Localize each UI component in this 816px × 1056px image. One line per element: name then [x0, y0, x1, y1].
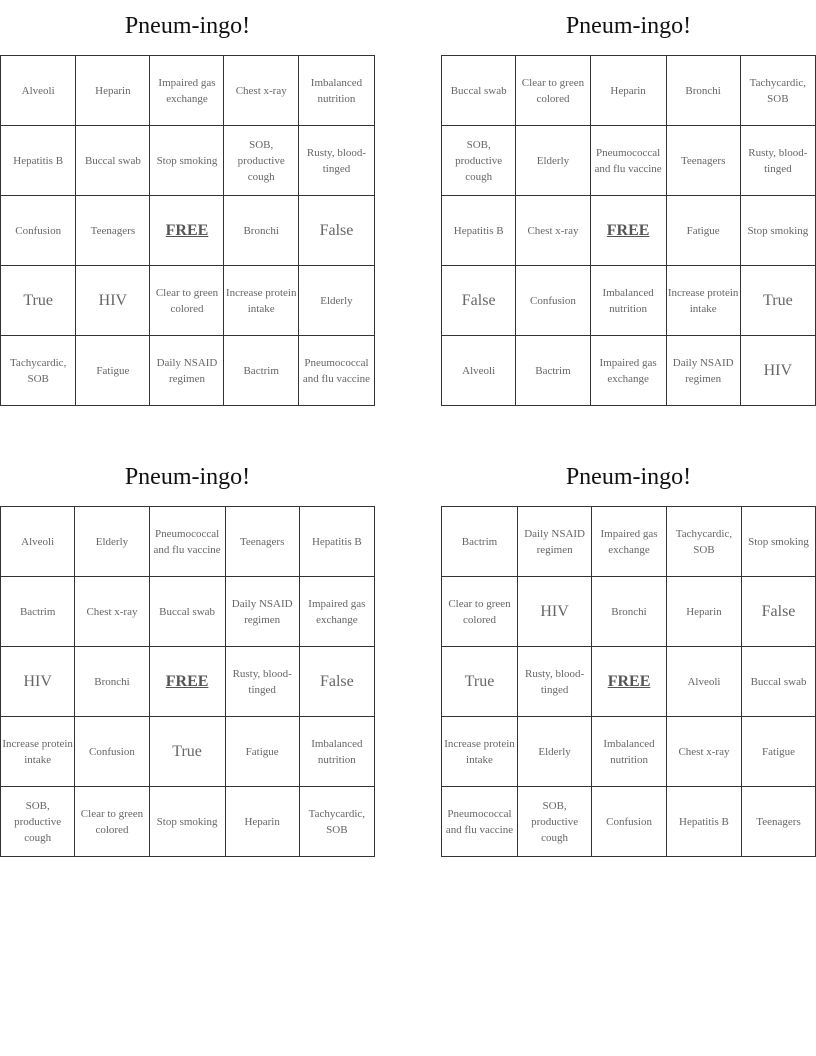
bingo-cell: Bactrim [516, 336, 590, 406]
bingo-cell: Imbalanced nutrition [592, 717, 667, 787]
bingo-cell: Rusty, blood-tinged [225, 647, 299, 717]
bingo-cell: Alveoli [442, 336, 516, 406]
bingo-cell: True [740, 266, 815, 336]
bingo-cell: Elderly [517, 717, 591, 787]
bingo-cell: HIV [76, 266, 150, 336]
bingo-cell: SOB, productive cough [517, 787, 591, 857]
bingo-cell: Fatigue [742, 717, 816, 787]
bingo-cell: Confusion [1, 196, 76, 266]
bingo-cell: Chest x-ray [666, 717, 741, 787]
bingo-cell: Bronchi [75, 647, 149, 717]
bingo-cell: False [298, 196, 374, 266]
bingo-row [442, 266, 816, 336]
bingo-cell: Tachycardic, SOB [666, 507, 741, 577]
bingo-row [442, 196, 816, 266]
bingo-cell: Daily NSAID regimen [150, 336, 224, 406]
bingo-cell: Impaired gas exchange [299, 577, 374, 647]
bingo-cell: Teenagers [666, 126, 740, 196]
bingo-cell: Hepatitis B [299, 507, 374, 577]
bingo-cell: Pneumococcal and flu vaccine [149, 507, 225, 577]
bingo-cell: Clear to green colored [150, 266, 224, 336]
bingo-row [1, 787, 375, 857]
bingo-cell: Bronchi [224, 196, 298, 266]
bingo-cell: Fatigue [666, 196, 740, 266]
card-title: Pneum-ingo! [124, 13, 251, 39]
bingo-cell: Bronchi [592, 577, 667, 647]
bingo-row [1, 196, 375, 266]
bingo-cell: Buccal swab [442, 56, 516, 126]
bingo-row [1, 717, 375, 787]
bingo-cell: Clear to green colored [442, 577, 518, 647]
bingo-row [442, 507, 816, 577]
bingo-row [1, 336, 375, 406]
bingo-cell: Daily NSAID regimen [517, 507, 591, 577]
bingo-cell: Impaired gas exchange [150, 56, 224, 126]
free-space: FREE [590, 196, 666, 266]
bingo-grid [0, 506, 375, 857]
bingo-row [442, 787, 816, 857]
bingo-cell: Alveoli [1, 507, 75, 577]
bingo-cell: SOB, productive cough [1, 787, 75, 857]
bingo-cell: Imbalanced nutrition [298, 56, 374, 126]
bingo-cell: Alveoli [1, 56, 76, 126]
bingo-grid [441, 506, 816, 857]
bingo-cell: Teenagers [76, 196, 150, 266]
bingo-row [1, 126, 375, 196]
bingo-row [442, 577, 816, 647]
bingo-grid [0, 55, 375, 406]
card-title: Pneum-ingo! [124, 464, 251, 490]
bingo-row [442, 647, 816, 717]
bingo-cell: False [299, 647, 374, 717]
card-title: Pneum-ingo! [565, 13, 692, 39]
bingo-cell: Impaired gas exchange [592, 507, 667, 577]
bingo-cell: Pneumococcal and flu vaccine [590, 126, 666, 196]
bingo-cell: Fatigue [225, 717, 299, 787]
bingo-cell: Buccal swab [742, 647, 816, 717]
bingo-grid [441, 55, 816, 406]
bingo-cell: Rusty, blood-tinged [298, 126, 374, 196]
bingo-cell: Increase protein intake [1, 717, 75, 787]
bingo-cell: Tachycardic, SOB [299, 787, 374, 857]
bingo-cell: HIV [740, 336, 815, 406]
bingo-cell: Pneumococcal and flu vaccine [442, 787, 518, 857]
bingo-cell: Increase protein intake [666, 266, 740, 336]
bingo-cell: Heparin [666, 577, 741, 647]
bingo-cell: Tachycardic, SOB [1, 336, 76, 406]
bingo-cell: Fatigue [76, 336, 150, 406]
bingo-cell: SOB, productive cough [442, 126, 516, 196]
bingo-row [442, 717, 816, 787]
bingo-cell: Heparin [590, 56, 666, 126]
bingo-cell: False [742, 577, 816, 647]
bingo-cell: True [1, 266, 76, 336]
bingo-cell: Imbalanced nutrition [299, 717, 374, 787]
bingo-cell: Rusty, blood-tinged [740, 126, 815, 196]
bingo-cell: Increase protein intake [442, 717, 518, 787]
bingo-cell: Teenagers [225, 507, 299, 577]
bingo-cell: Tachycardic, SOB [740, 56, 815, 126]
bingo-row [442, 126, 816, 196]
bingo-cell: Impaired gas exchange [590, 336, 666, 406]
bingo-cell: Stop smoking [150, 126, 224, 196]
bingo-cell: HIV [517, 577, 591, 647]
bingo-cell: Stop smoking [149, 787, 225, 857]
bingo-cell: Chest x-ray [75, 577, 149, 647]
bingo-cell: Elderly [75, 507, 149, 577]
bingo-row [442, 56, 816, 126]
bingo-cell: Bactrim [442, 507, 518, 577]
bingo-row [1, 577, 375, 647]
bingo-row [442, 336, 816, 406]
bingo-row [1, 647, 375, 717]
bingo-row [1, 56, 375, 126]
bingo-cell: Bactrim [1, 577, 75, 647]
free-space: FREE [150, 196, 224, 266]
bingo-cell: Hepatitis B [1, 126, 76, 196]
bingo-cell: True [442, 647, 518, 717]
bingo-cell: Chest x-ray [224, 56, 298, 126]
bingo-row [1, 507, 375, 577]
bingo-cell: Daily NSAID regimen [666, 336, 740, 406]
bingo-cell: Confusion [516, 266, 590, 336]
bingo-cell: Confusion [592, 787, 667, 857]
bingo-cell: Elderly [516, 126, 590, 196]
bingo-cell: True [149, 717, 225, 787]
bingo-row [1, 266, 375, 336]
bingo-cell: Elderly [298, 266, 374, 336]
bingo-cell: Pneumococcal and flu vaccine [298, 336, 374, 406]
free-space: FREE [149, 647, 225, 717]
bingo-cell: Heparin [76, 56, 150, 126]
bingo-cell: Bronchi [666, 56, 740, 126]
bingo-cell: Imbalanced nutrition [590, 266, 666, 336]
bingo-cell: Bactrim [224, 336, 298, 406]
bingo-cell: Stop smoking [740, 196, 815, 266]
bingo-cell: Buccal swab [76, 126, 150, 196]
bingo-cell: Clear to green colored [75, 787, 149, 857]
bingo-cell: Buccal swab [149, 577, 225, 647]
bingo-cell: Daily NSAID regimen [225, 577, 299, 647]
bingo-cell: Stop smoking [742, 507, 816, 577]
bingo-cell: Clear to green colored [516, 56, 590, 126]
free-space: FREE [592, 647, 667, 717]
bingo-cell: Chest x-ray [516, 196, 590, 266]
bingo-cell: Heparin [225, 787, 299, 857]
bingo-cell: Confusion [75, 717, 149, 787]
bingo-cell: Hepatitis B [666, 787, 741, 857]
bingo-cell: SOB, productive cough [224, 126, 298, 196]
bingo-cell: Increase protein intake [224, 266, 298, 336]
bingo-cell: False [442, 266, 516, 336]
card-title: Pneum-ingo! [565, 464, 692, 490]
bingo-cell: Alveoli [666, 647, 741, 717]
bingo-cell: HIV [1, 647, 75, 717]
bingo-cell: Rusty, blood-tinged [517, 647, 591, 717]
bingo-cell: Hepatitis B [442, 196, 516, 266]
bingo-cell: Teenagers [742, 787, 816, 857]
